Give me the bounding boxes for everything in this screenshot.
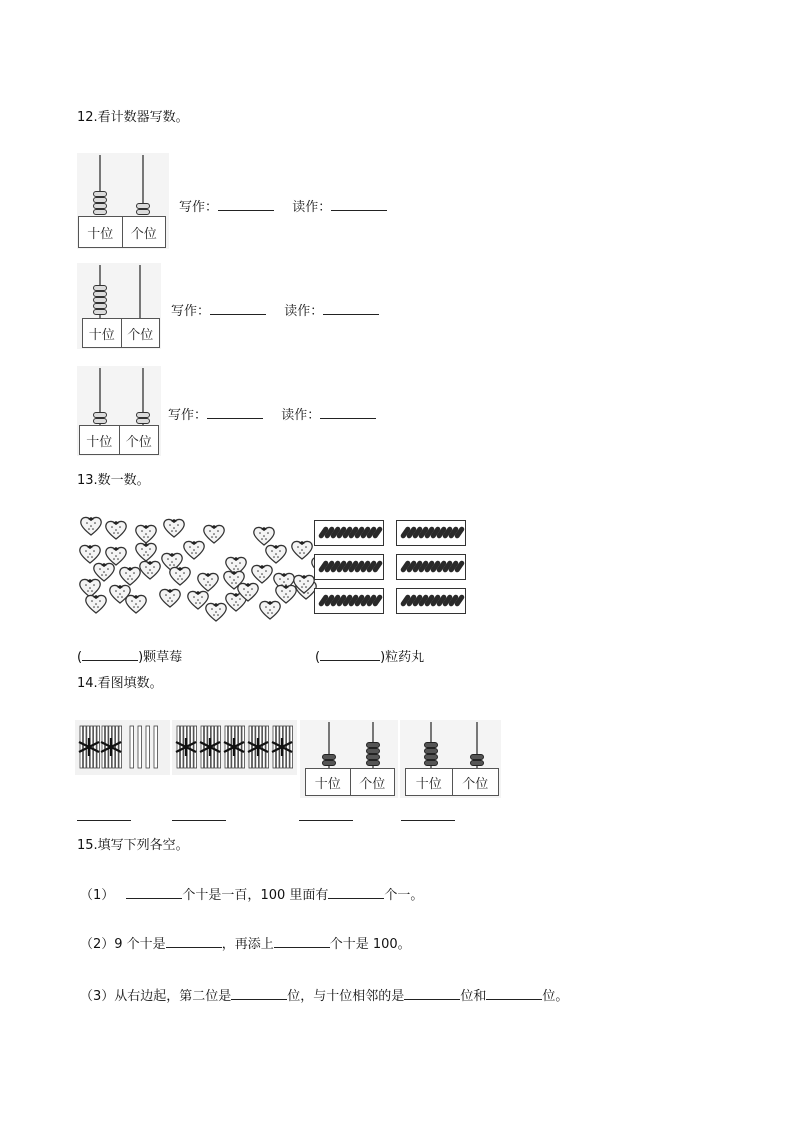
item-number: （1） bbox=[80, 888, 115, 903]
strawberry-icon bbox=[80, 516, 104, 538]
stick-icon bbox=[137, 724, 143, 774]
blank[interactable] bbox=[126, 886, 182, 899]
item-text: 从右边起，第二位是 bbox=[114, 989, 232, 1004]
read-blank[interactable] bbox=[331, 198, 387, 211]
blank[interactable] bbox=[404, 987, 460, 1000]
abacus-1 bbox=[77, 153, 169, 249]
sticks-picture-1 bbox=[75, 720, 170, 775]
strawberry-icon bbox=[85, 594, 109, 616]
strawberry-answer bbox=[77, 646, 182, 665]
q12-row-3 bbox=[168, 404, 376, 423]
bead bbox=[322, 760, 336, 766]
blank[interactable] bbox=[166, 935, 222, 948]
blank[interactable] bbox=[274, 935, 330, 948]
write-blank[interactable] bbox=[207, 406, 263, 419]
item-text: 位和 bbox=[460, 989, 487, 1004]
tens-label: 十位 bbox=[314, 776, 341, 792]
ones-label: 个位 bbox=[119, 426, 159, 454]
open-paren: ( bbox=[77, 650, 83, 665]
item-text: 个一。 bbox=[384, 888, 424, 903]
strawberry-icon bbox=[265, 544, 289, 566]
stick-bundle-icon bbox=[222, 724, 246, 774]
strawberry-picture bbox=[75, 514, 313, 630]
q14-blank-4[interactable] bbox=[401, 820, 455, 821]
read-blank[interactable] bbox=[323, 302, 379, 315]
strawberry-icon bbox=[105, 520, 129, 542]
q12-row-1 bbox=[179, 196, 387, 215]
item-text: 位。 bbox=[542, 989, 569, 1004]
blank[interactable] bbox=[328, 886, 384, 899]
strawberry-icon bbox=[139, 560, 163, 582]
stick-icon bbox=[145, 724, 151, 774]
bead bbox=[93, 309, 107, 315]
strawberry-icon bbox=[183, 540, 207, 562]
pill-tray bbox=[314, 554, 384, 580]
blank[interactable] bbox=[231, 987, 287, 1000]
bead bbox=[93, 209, 107, 215]
write-label: 写作： bbox=[179, 200, 219, 215]
write-label: 写作： bbox=[168, 408, 208, 423]
stick-bundle-icon bbox=[198, 724, 222, 774]
q14-abacus-1 bbox=[300, 720, 398, 798]
stick-bundle-icon bbox=[174, 724, 198, 774]
stick-bundle-icon bbox=[99, 724, 123, 774]
pill-tray bbox=[396, 520, 466, 546]
tens-label: 十位 bbox=[86, 434, 113, 450]
stick-icon bbox=[129, 724, 135, 774]
abacus-2 bbox=[77, 263, 161, 349]
read-blank[interactable] bbox=[320, 406, 376, 419]
q14-blank-3[interactable] bbox=[299, 820, 353, 821]
abacus-3 bbox=[77, 366, 161, 456]
write-label: 写作： bbox=[171, 304, 211, 319]
q15-title: 15.填写下列各空。 bbox=[77, 838, 189, 853]
item-text: 9 个十是 bbox=[114, 937, 166, 952]
item-text: 个十是一百， bbox=[182, 888, 261, 903]
item-text: 100 里面有 bbox=[260, 888, 329, 903]
strawberry-icon bbox=[159, 588, 183, 610]
pill-label: 粒药丸 bbox=[385, 650, 425, 665]
q14-blank-1[interactable] bbox=[77, 820, 131, 821]
strawberry-icon bbox=[125, 594, 149, 616]
q15-item-1 bbox=[80, 884, 423, 903]
item-number: （2） bbox=[80, 937, 115, 952]
place-value-base bbox=[305, 768, 395, 796]
stick-icon bbox=[153, 724, 159, 774]
ones-label: 个位 bbox=[121, 319, 160, 347]
bead bbox=[470, 760, 484, 766]
read-label: 读作： bbox=[292, 200, 332, 215]
tens-label: 十位 bbox=[87, 226, 114, 242]
rod-ones bbox=[139, 265, 141, 319]
write-blank[interactable] bbox=[218, 198, 274, 211]
close-paren: ) bbox=[138, 650, 144, 665]
stick-bundle-icon bbox=[246, 724, 270, 774]
place-value-base bbox=[78, 216, 166, 248]
blank[interactable] bbox=[486, 987, 542, 1000]
item-number: （3） bbox=[80, 989, 115, 1004]
open-paren: ( bbox=[315, 650, 321, 665]
item-text: 个十是 100。 bbox=[329, 937, 411, 952]
pill-tray bbox=[396, 554, 466, 580]
q14-blank-2[interactable] bbox=[172, 820, 226, 821]
close-paren: ) bbox=[380, 650, 386, 665]
tens-label: 十位 bbox=[88, 327, 115, 343]
q15-item-3 bbox=[80, 985, 568, 1004]
place-value-base bbox=[79, 425, 159, 455]
q15-item-2 bbox=[80, 933, 411, 952]
q12-row-2 bbox=[171, 300, 379, 319]
place-value-base bbox=[405, 768, 499, 796]
strawberry-icon bbox=[169, 566, 193, 588]
pill-tray bbox=[396, 588, 466, 614]
ones-label: 个位 bbox=[350, 769, 395, 795]
q13-title: 13.数一数。 bbox=[77, 473, 150, 488]
ones-label: 个位 bbox=[122, 217, 166, 247]
bead bbox=[136, 418, 150, 424]
stick-bundle-icon bbox=[77, 724, 101, 774]
sticks-picture-2 bbox=[172, 720, 297, 775]
read-label: 读作： bbox=[284, 304, 324, 319]
stick-bundle-icon bbox=[270, 724, 294, 774]
q12-title: 12.看计数器写数。 bbox=[77, 110, 189, 125]
tens-label: 十位 bbox=[415, 776, 442, 792]
strawberry-blank[interactable] bbox=[82, 648, 138, 661]
read-label: 读作： bbox=[281, 408, 321, 423]
item-text: 位，与十位相邻的是 bbox=[287, 989, 405, 1004]
item-text: ，再添上 bbox=[221, 937, 274, 952]
pill-tray bbox=[314, 520, 384, 546]
q14-abacus-2 bbox=[400, 720, 501, 798]
strawberry-label: 颗草莓 bbox=[143, 650, 183, 665]
pill-answer bbox=[315, 646, 424, 665]
ones-label: 个位 bbox=[452, 769, 499, 795]
strawberry-icon bbox=[163, 518, 187, 540]
bead bbox=[424, 760, 438, 766]
bead bbox=[93, 418, 107, 424]
bead bbox=[366, 760, 380, 766]
pill-trays-picture bbox=[314, 518, 470, 618]
write-blank[interactable] bbox=[210, 302, 266, 315]
strawberry-icon bbox=[237, 582, 261, 604]
pill-tray bbox=[314, 588, 384, 614]
place-value-base bbox=[82, 318, 160, 348]
q14-title: 14.看图填数。 bbox=[77, 676, 163, 691]
pill-blank[interactable] bbox=[320, 648, 380, 661]
bead bbox=[136, 209, 150, 215]
